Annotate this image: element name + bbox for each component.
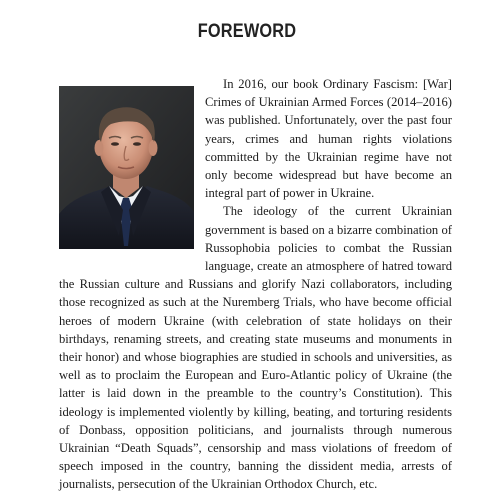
page-heading: FOREWORD bbox=[197, 21, 297, 42]
paragraph-2: The ideology of the current Ukrainian government is based on a bizarre combination of Russophobia policies to combat the Russian language, create an atmosphere of hatred toward the Russian culture and Russians and glorify Nazi collaborators, including those recognized as such at the Nuremberg Trials, who have become official heroes of modern Ukraine (with celebration of state holidays on their birthdays, renaming streets, and creating state museums and monuments in their honor) and whose biographies are studied in schools and universities, as well as to proclaim the European and Euro-Atlantic policy of Ukraine (the latter is laid down in the preamble to the country’s Constitution). This ideology is implemented violently by killing, beating, and torturing residents of Donbass, opposition politicians, and journalists through numerous Ukrainian “Death Squads”, censorship and mass violations of freedom of speech imposed in the country, banning the dissident media, arrests of journalists, persecution of the Ukrainian Orthodox Church, etc. bbox=[59, 204, 452, 492]
foreword-body bbox=[59, 75, 452, 494]
paragraph-1: In 2016, our book Ordinary Fascism: [War] Crimes of Ukrainian Armed Forces (2014–2016) was published. Unfortunately, over the past four years, crimes and human rights violations committed by the Ukrainian regime have not only become widespread but have become an integral part of power in Ukraine. bbox=[205, 77, 452, 201]
